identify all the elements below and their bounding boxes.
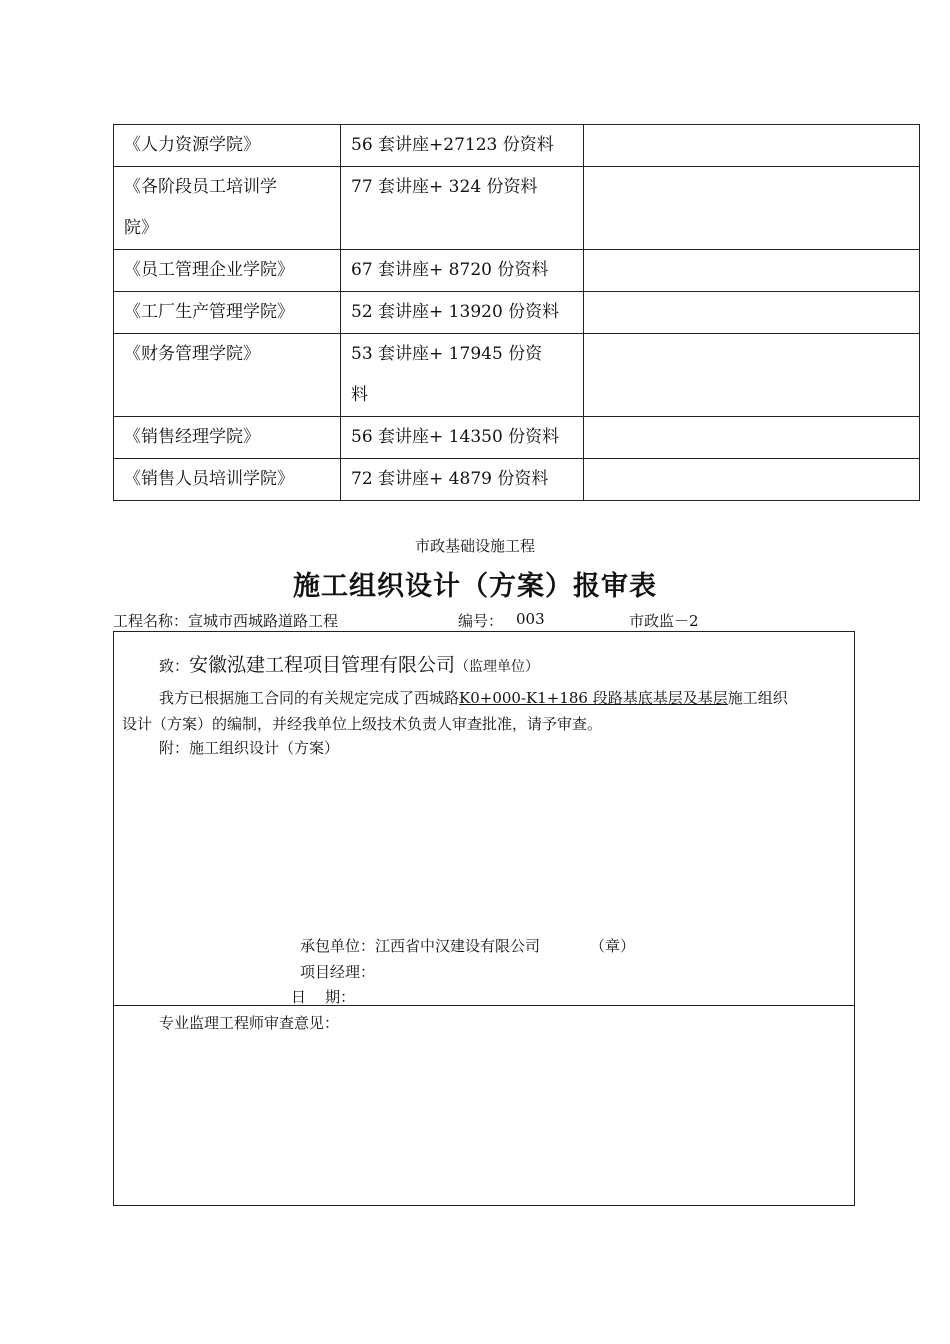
- cell-line: 77 套讲座+ 324 份资料: [351, 177, 538, 197]
- body-part1: 我方已根据施工合同的有关规定完成了西城路: [159, 689, 460, 707]
- course-note-cell: [584, 292, 920, 334]
- course-table: [113, 124, 920, 501]
- body-part2: 施工组织: [727, 689, 788, 707]
- number-value: 003: [516, 610, 545, 628]
- course-content-cell: [341, 292, 584, 334]
- body-underlined: K0+000-K1+186 段路基底基层及基层: [459, 689, 728, 707]
- course-content-cell: [341, 334, 584, 417]
- table-row: [114, 334, 920, 417]
- form-title: 施工组织设计（方案）报审表: [293, 571, 657, 602]
- course-content-cell: [341, 459, 584, 501]
- form-code: 市政监－2: [629, 612, 699, 630]
- cell-line: 料: [351, 385, 368, 405]
- cell-line: 《各阶段员工培训学: [124, 177, 277, 197]
- course-note-cell: [584, 125, 920, 167]
- project-name: 工程名称：宣城市西城路道路工程: [113, 612, 339, 630]
- course-note-cell: [584, 334, 920, 417]
- cell-line: 《销售经理学院》: [124, 427, 260, 447]
- manager-label: 项目经理：: [300, 963, 376, 981]
- to-company: 安徽泓建工程项目管理有限公司: [189, 654, 456, 676]
- review-label: 专业监理工程师审查意见：: [159, 1014, 340, 1032]
- course-note-cell: [584, 459, 920, 501]
- contractor-label: 承包单位：江西省中汉建设有限公司: [300, 937, 541, 955]
- to-suffix: （监理单位）: [455, 659, 540, 675]
- attachment-line: 附：施工组织设计（方案）: [159, 739, 340, 757]
- table-row: [114, 125, 920, 167]
- course-name-cell: [114, 125, 341, 167]
- seal-label: （章）: [590, 937, 636, 955]
- course-name-cell: [114, 250, 341, 292]
- cell-line: 《工厂生产管理学院》: [124, 302, 294, 322]
- body-line-2: 设计（方案）的编制，并经我单位上级技术负责人审查批准，请予审查。: [122, 715, 603, 733]
- table-row: [114, 250, 920, 292]
- date-label: 日 期：: [291, 988, 356, 1006]
- form-subtitle: 市政基础设施工程: [414, 537, 535, 555]
- course-note-cell: [584, 417, 920, 459]
- course-content-cell: [341, 167, 584, 250]
- course-name-cell: [114, 292, 341, 334]
- cell-line: 院》: [124, 218, 158, 238]
- table-row: [114, 167, 920, 250]
- course-name-cell: [114, 459, 341, 501]
- cell-line: 《财务管理学院》: [124, 344, 260, 364]
- table-row: [114, 292, 920, 334]
- course-content-cell: [341, 250, 584, 292]
- cell-line: 67 套讲座+ 8720 份资料: [351, 260, 549, 280]
- addressee-line: [159, 650, 539, 677]
- course-note-cell: [584, 167, 920, 250]
- number-label: 编号：: [458, 612, 504, 630]
- cell-line: 72 套讲座+ 4879 份资料: [351, 469, 549, 489]
- course-note-cell: [584, 250, 920, 292]
- course-table-body: [114, 125, 920, 501]
- course-content-cell: [341, 125, 584, 167]
- form-divider: [113, 1005, 855, 1006]
- table-row: [114, 417, 920, 459]
- cell-line: 《人力资源学院》: [124, 135, 260, 155]
- body-line-1: [159, 687, 788, 708]
- course-content-cell: [341, 417, 584, 459]
- cell-line: 《销售人员培训学院》: [124, 469, 294, 489]
- table-row: [114, 459, 920, 501]
- cell-line: 53 套讲座+ 17945 份资: [351, 344, 543, 364]
- cell-line: 56 套讲座+27123 份资料: [351, 135, 554, 155]
- cell-line: 52 套讲座+ 13920 份资料: [351, 302, 560, 322]
- course-name-cell: [114, 417, 341, 459]
- cell-line: 《员工管理企业学院》: [124, 260, 294, 280]
- course-name-cell: [114, 334, 341, 417]
- cell-line: 56 套讲座+ 14350 份资料: [351, 427, 560, 447]
- course-name-cell: [114, 167, 341, 250]
- to-prefix: 致：: [159, 657, 190, 675]
